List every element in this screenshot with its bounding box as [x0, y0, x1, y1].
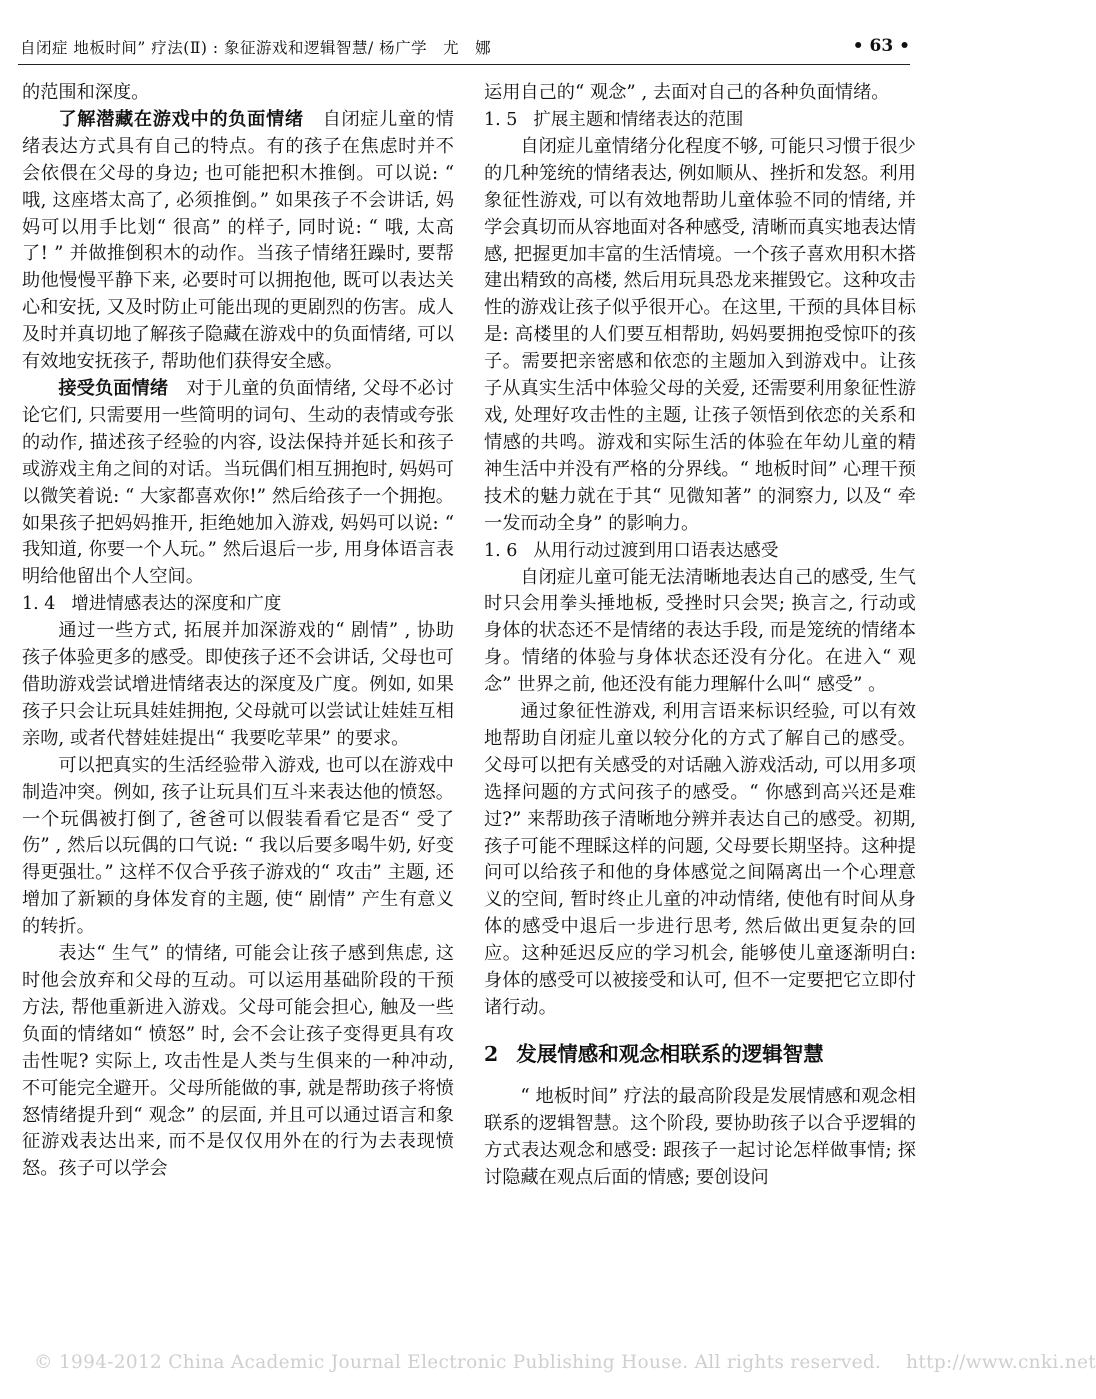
paragraph: 可以把真实的生活经验带入游戏, 也可以在游戏中制造冲突。例如, 孩子让玩具们互斗来表达他的愤怒。一个玩偶被打倒了, 爸爸可以假装看看它是否“ 受了伤” , 然后以玩偶的口气说: “ 我以后要多喝牛奶, 好变得更强壮。” 这样不仅合乎孩子游戏的“ 攻击” 主题, 还增加了新颖的身体发育的主题, 使“ 剧情” 产生有意义的转折。 — [22, 754, 454, 938]
paragraph-lead: 接受负面情绪 — [58, 377, 169, 399]
subsection-heading — [22, 591, 454, 618]
paragraph: 表达“ 生气” 的情绪, 可能会让孩子感到焦虑, 这时他会放弃和父母的互动。可以运用基础阶段的干预方法, 帮他重新进入游戏。父母可能会担心, 触及一些负面的情绪如“ 愤怒” 时, 会不会让孩子变得更具有攻击性呢? 实际上, 攻击性是人类与生俱来的一种冲动, 不可能完全避开。父母所能做的事, 就是帮助孩子将愤怒情绪提升到“ 观念” 的层面, 并且可以通过语言和象征游戏表达出来, 而不是仅仅用外在的行为去表现愤怒。孩子可以学会 — [22, 943, 454, 1180]
subsection-heading — [484, 107, 916, 134]
paragraph — [22, 376, 454, 591]
paragraph: 通过象征性游戏, 利用言语来标识经验, 可以有效地帮助自闭症儿童以较分化的方式了解自己的感受。父母可以把有关感受的对话融入游戏活动, 可以用多项选择问题的方式问孩子的感受。“ 你感到高兴还是难过?” 来帮助孩子清晰地分辨并表达自己的感受。初期, 孩子可能不理睬这样的问题, 父母要长期坚持。这种提问可以给孩子和他的身体感觉之间隔离出一个心理意义的空间, 暂时终止儿童的冲动情绪, 使他有时间从身体的感受中退后一步进行思考, 然后做出更复杂的回应。这种延迟反应的学习机会, 能够使儿童逐渐明白: 身体的感受可以被接受和认可, 但不一定要把它立即付诸行动。 — [484, 701, 916, 1018]
paragraph: 运用自己的“ 观念” , 去面对自己的各种负面情绪。 — [484, 82, 890, 103]
paragraph-lead: 了解潜藏在游戏中的负面情绪 — [58, 108, 304, 130]
left-column — [22, 80, 454, 1183]
copyright-watermark: © 1994-2012 China Academic Journal Electronic Publishing House. All rights reserved. http://www.cnki.net — [34, 1352, 1096, 1373]
paragraph-text: 自闭症儿童的情绪表达方式具有自己的特点。有的孩子在焦虑时并不会依偎在父母的身边; 也可能把积木推倒。可以说: “ 哦, 这座塔太高了, 必须推倒。” 如果孩子不会讲话, 妈妈可以用手比划“ 很高” 的样子, 同时说: “ 哦, 太高了! ” 并做推倒积木的动作。当孩子情绪狂躁时, 要帮助他慢慢平静下来, 必要时可以拥抱他, 既可以表达关心和安抚, 又及时防止可能出现的更剧烈的伤害。成人及时并真切地了解孩子隐藏在游戏中的负面情绪, 可以有效地安抚孩子, 帮助他们获得安全感。 — [22, 108, 454, 373]
section-number: 2 — [484, 1041, 499, 1066]
running-title: 自闭症 地板时间” 疗法(Ⅱ) : 象征游戏和逻辑智慧/ 杨广学 尤 娜 — [20, 39, 492, 57]
section-number: 1. 4 — [22, 594, 56, 615]
section-number: 1. 6 — [484, 540, 518, 561]
right-column — [484, 80, 916, 1192]
section-heading — [484, 1040, 916, 1068]
paragraph: “ 地板时间” 疗法的最高阶段是发展情感和观念相联系的逻辑智慧。这个阶段, 要协助孩子以合乎逻辑的方式表达观念和感受: 跟孩子一起讨论怎样做事情; 探讨隐藏在观点后面的情感; 要创设问 — [484, 1085, 916, 1188]
section-title: 扩展主题和情绪表达的范围 — [533, 109, 744, 130]
section-title: 发展情感和观念相联系的逻辑智慧 — [516, 1041, 824, 1066]
paragraph: 通过一些方式, 拓展并加深游戏的“ 剧情” , 协助孩子体验更多的感受。即使孩子还不会讲话, 父母也可借助游戏尝试增进情绪表达的深度及广度。例如, 如果孩子只会让玩具娃娃拥抱, 父母就可以尝试让娃娃互相亲吻, 或者代替娃娃提出“ 我要吃苹果” 的要求。 — [22, 620, 454, 749]
paragraph: 自闭症儿童可能无法清晰地表达自己的感受, 生气时只会用拳头捶地板, 受挫时只会哭; 换言之, 行动或身体的状态还不是情绪的表达手段, 而是笼统的情绪本身。情绪的体验与身体状态还没有分化。在进入“ 观念” 世界之前, 他还没有能力理解什么叫“ 感受” 。 — [484, 566, 916, 696]
section-number: 1. 5 — [484, 109, 518, 130]
running-header — [18, 34, 910, 65]
page-number: • 63 • — [852, 36, 910, 56]
subsection-heading — [484, 538, 916, 565]
paragraph: 自闭症儿童情绪分化程度不够, 可能只习惯于很少的几种笼统的情绪表达, 例如顺从、挫折和发怒。利用象征性游戏, 可以有效地帮助儿童体验不同的情绪, 并学会真切而从容地面对各种感受, 清晰而真实地表达情感, 把握更加丰富的生活情境。一个孩子喜欢用积木搭建出精致的高楼, 然后用玩具恐龙来摧毁它。这种攻击性的游戏让孩子似乎很开心。在这里, 干预的具体目标是: 高楼里的人们要互相帮助, 妈妈要拥抱受惊吓的孩子。需要把亲密感和依恋的主题加入到游戏中。让孩子从真实生活中体验父母的关爱, 还需要利用象征性游戏, 处理好攻击性的主题, 让孩子领悟到依恋的关系和情感的共鸣。游戏和实际生活的体验在年幼儿童的精神生活中并没有严格的分界线。“ 地板时间” 心理干预技术的魅力就在于其“ 见微知著” 的洞察力, 以及“ 牵一发而动全身” 的影响力。 — [484, 135, 916, 534]
paragraph: 的范围和深度。 — [22, 82, 150, 103]
paragraph — [22, 107, 454, 376]
paragraph-text: 对于儿童的负面情绪, 父母不必讨论它们, 只需要用一些简明的词句、生动的表情或夸张的动作, 描述孩子经验的内容, 设法保持并延长和孩子或游戏主角之间的对话。当玩偶们相互拥抱时, 妈妈可以微笑着说: “ 大家都喜欢你!” 然后给孩子一个拥抱。如果孩子把妈妈推开, 拒绝她加入游戏, 妈妈可以说: “ 我知道, 你要一个人玩。” 然后退后一步, 用身体语言表明给他留出个人空间。 — [22, 377, 454, 588]
section-title: 增进情感表达的深度和广度 — [71, 594, 282, 615]
section-title: 从用行动过渡到用口语表达感受 — [533, 540, 779, 561]
